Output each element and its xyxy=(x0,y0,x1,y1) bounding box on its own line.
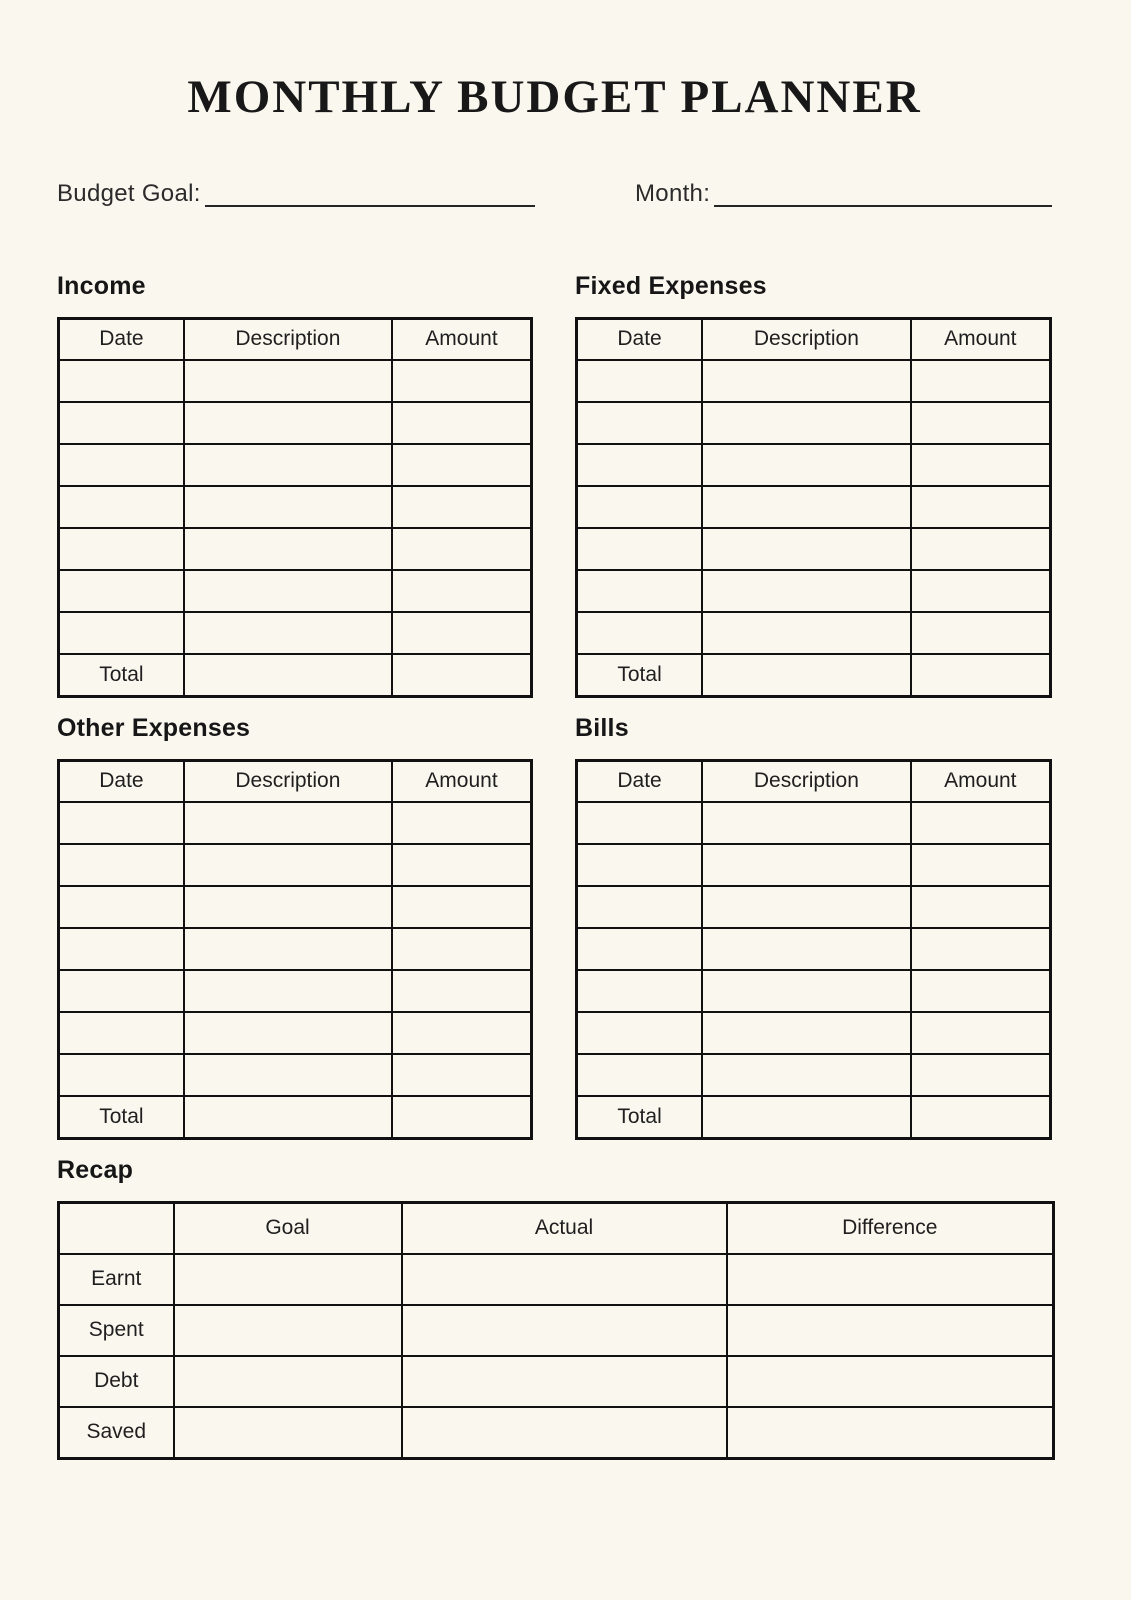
recap-row-earnt xyxy=(59,1254,1054,1305)
date-cell[interactable] xyxy=(59,444,184,486)
table-row xyxy=(577,360,1051,402)
date-cell[interactable] xyxy=(59,570,184,612)
difference-cell[interactable] xyxy=(727,1305,1054,1356)
amount-cell[interactable] xyxy=(911,612,1051,654)
date-cell[interactable] xyxy=(577,844,703,886)
page-title: MONTHLY BUDGET PLANNER xyxy=(187,71,922,123)
description-cell[interactable] xyxy=(184,886,392,928)
month-field xyxy=(635,180,1052,208)
col-header-date: Date xyxy=(59,318,184,360)
date-cell[interactable] xyxy=(59,360,184,402)
recap-row-spent xyxy=(59,1305,1054,1356)
date-cell[interactable] xyxy=(59,402,184,444)
month-input-line[interactable] xyxy=(714,203,1052,207)
description-cell[interactable] xyxy=(184,528,392,570)
section-title-recap: Recap xyxy=(57,1155,134,1184)
income-table xyxy=(57,317,533,698)
table-row xyxy=(59,486,532,528)
description-cell[interactable] xyxy=(702,444,911,486)
total-label: Total xyxy=(59,654,184,697)
date-cell[interactable] xyxy=(59,802,184,844)
recap-table xyxy=(57,1201,1055,1460)
amount-cell[interactable] xyxy=(911,802,1051,844)
total-description-cell[interactable] xyxy=(702,1096,911,1139)
recap-row-label: Earnt xyxy=(59,1254,174,1305)
date-cell[interactable] xyxy=(577,1012,703,1054)
total-row xyxy=(59,654,532,697)
recap-row-saved xyxy=(59,1407,1054,1459)
amount-cell[interactable] xyxy=(911,444,1051,486)
amount-cell[interactable] xyxy=(911,970,1051,1012)
description-cell[interactable] xyxy=(184,928,392,970)
tables-grid xyxy=(57,272,1052,1140)
date-cell[interactable] xyxy=(577,486,703,528)
table-row xyxy=(59,570,532,612)
col-header-description: Description xyxy=(702,318,911,360)
total-amount-cell[interactable] xyxy=(392,1096,532,1139)
total-row xyxy=(59,1096,532,1139)
amount-cell[interactable] xyxy=(911,844,1051,886)
description-cell[interactable] xyxy=(184,1054,392,1096)
goal-cell[interactable] xyxy=(174,1407,402,1459)
description-cell[interactable] xyxy=(184,612,392,654)
table-row xyxy=(59,360,532,402)
date-cell[interactable] xyxy=(577,970,703,1012)
date-cell[interactable] xyxy=(59,928,184,970)
description-cell[interactable] xyxy=(184,360,392,402)
table-row xyxy=(577,1012,1051,1054)
amount-cell[interactable] xyxy=(392,928,532,970)
table-row xyxy=(577,612,1051,654)
description-cell[interactable] xyxy=(702,886,911,928)
total-amount-cell[interactable] xyxy=(392,654,532,697)
col-header-description: Description xyxy=(184,318,392,360)
recap-row-label: Spent xyxy=(59,1305,174,1356)
date-cell[interactable] xyxy=(577,612,703,654)
difference-cell[interactable] xyxy=(727,1254,1054,1305)
table-row xyxy=(59,802,532,844)
section-title-fixed-expenses: Fixed Expenses xyxy=(575,271,767,300)
date-cell[interactable] xyxy=(577,570,703,612)
date-cell[interactable] xyxy=(59,1012,184,1054)
description-cell[interactable] xyxy=(702,612,911,654)
date-cell[interactable] xyxy=(577,802,703,844)
amount-cell[interactable] xyxy=(392,402,532,444)
col-header-goal: Goal xyxy=(174,1202,402,1254)
description-cell[interactable] xyxy=(702,844,911,886)
section-title-other-expenses: Other Expenses xyxy=(57,713,251,742)
table-row xyxy=(577,844,1051,886)
description-cell[interactable] xyxy=(184,570,392,612)
budget-goal-label: Budget Goal: xyxy=(57,180,201,207)
total-label: Total xyxy=(59,1096,184,1139)
description-cell[interactable] xyxy=(184,802,392,844)
date-cell[interactable] xyxy=(59,1054,184,1096)
date-cell[interactable] xyxy=(59,970,184,1012)
section-title-income: Income xyxy=(57,271,146,300)
col-header-date: Date xyxy=(59,760,184,802)
table-row xyxy=(577,528,1051,570)
amount-cell[interactable] xyxy=(911,360,1051,402)
table-header-row xyxy=(577,318,1051,360)
amount-cell[interactable] xyxy=(392,844,532,886)
table-row xyxy=(577,402,1051,444)
table-row xyxy=(59,1054,532,1096)
amount-cell[interactable] xyxy=(392,802,532,844)
actual-cell[interactable] xyxy=(402,1305,727,1356)
section-fixed-expenses xyxy=(575,272,1052,698)
col-header-difference: Difference xyxy=(727,1202,1054,1254)
amount-cell[interactable] xyxy=(392,970,532,1012)
table-row xyxy=(577,802,1051,844)
table-row xyxy=(59,844,532,886)
recap-row-debt xyxy=(59,1356,1054,1407)
description-cell[interactable] xyxy=(702,802,911,844)
fixed-expenses-table xyxy=(575,317,1052,698)
amount-cell[interactable] xyxy=(392,444,532,486)
description-cell[interactable] xyxy=(702,528,911,570)
section-income xyxy=(57,272,533,698)
date-cell[interactable] xyxy=(59,612,184,654)
amount-cell[interactable] xyxy=(392,360,532,402)
amount-cell[interactable] xyxy=(392,886,532,928)
total-label: Total xyxy=(577,1096,703,1139)
amount-cell[interactable] xyxy=(911,1054,1051,1096)
budget-goal-input-line[interactable] xyxy=(205,203,535,207)
table-row xyxy=(577,886,1051,928)
difference-cell[interactable] xyxy=(727,1407,1054,1459)
description-cell[interactable] xyxy=(184,402,392,444)
recap-header-row xyxy=(59,1202,1054,1254)
amount-cell[interactable] xyxy=(911,402,1051,444)
description-cell[interactable] xyxy=(702,360,911,402)
table-row xyxy=(577,486,1051,528)
recap-row-label: Saved xyxy=(59,1407,174,1459)
table-row xyxy=(577,570,1051,612)
description-cell[interactable] xyxy=(184,444,392,486)
table-header-row xyxy=(577,760,1051,802)
description-cell[interactable] xyxy=(184,844,392,886)
col-header-description: Description xyxy=(184,760,392,802)
goal-cell[interactable] xyxy=(174,1356,402,1407)
date-cell[interactable] xyxy=(577,402,703,444)
amount-cell[interactable] xyxy=(911,570,1051,612)
col-header-amount: Amount xyxy=(911,760,1051,802)
total-description-cell[interactable] xyxy=(184,654,392,697)
table-row xyxy=(59,1012,532,1054)
table-row xyxy=(59,886,532,928)
table-row xyxy=(59,928,532,970)
date-cell[interactable] xyxy=(577,928,703,970)
col-header-date: Date xyxy=(577,318,703,360)
total-amount-cell[interactable] xyxy=(911,654,1051,697)
table-header-row xyxy=(59,318,532,360)
table-row xyxy=(59,970,532,1012)
date-cell[interactable] xyxy=(577,444,703,486)
section-bills xyxy=(575,714,1052,1140)
amount-cell[interactable] xyxy=(392,486,532,528)
actual-cell[interactable] xyxy=(402,1407,727,1459)
date-cell[interactable] xyxy=(577,528,703,570)
total-row xyxy=(577,654,1051,697)
date-cell[interactable] xyxy=(59,528,184,570)
description-cell[interactable] xyxy=(702,486,911,528)
table-row xyxy=(577,970,1051,1012)
section-recap xyxy=(57,1156,1052,1460)
actual-cell[interactable] xyxy=(402,1254,727,1305)
recap-corner-cell xyxy=(59,1202,174,1254)
description-cell[interactable] xyxy=(184,970,392,1012)
table-row xyxy=(577,928,1051,970)
difference-cell[interactable] xyxy=(727,1356,1054,1407)
amount-cell[interactable] xyxy=(392,528,532,570)
date-cell[interactable] xyxy=(577,1054,703,1096)
col-header-description: Description xyxy=(702,760,911,802)
total-description-cell[interactable] xyxy=(184,1096,392,1139)
bills-table xyxy=(575,759,1052,1140)
description-cell[interactable] xyxy=(184,1012,392,1054)
amount-cell[interactable] xyxy=(911,528,1051,570)
date-cell[interactable] xyxy=(59,886,184,928)
section-title-bills: Bills xyxy=(575,713,629,742)
amount-cell[interactable] xyxy=(392,1012,532,1054)
date-cell[interactable] xyxy=(59,486,184,528)
goal-cell[interactable] xyxy=(174,1305,402,1356)
table-row xyxy=(59,612,532,654)
month-label: Month: xyxy=(635,180,711,207)
amount-cell[interactable] xyxy=(911,886,1051,928)
table-row xyxy=(577,1054,1051,1096)
description-cell[interactable] xyxy=(702,970,911,1012)
col-header-amount: Amount xyxy=(392,318,532,360)
description-cell[interactable] xyxy=(702,1012,911,1054)
amount-cell[interactable] xyxy=(392,612,532,654)
other-expenses-table xyxy=(57,759,533,1140)
section-other-expenses xyxy=(57,714,533,1140)
description-cell[interactable] xyxy=(702,402,911,444)
col-header-amount: Amount xyxy=(911,318,1051,360)
date-cell[interactable] xyxy=(59,844,184,886)
description-cell[interactable] xyxy=(702,928,911,970)
table-header-row xyxy=(59,760,532,802)
table-row xyxy=(59,444,532,486)
col-header-amount: Amount xyxy=(392,760,532,802)
date-cell[interactable] xyxy=(577,886,703,928)
actual-cell[interactable] xyxy=(402,1356,727,1407)
table-row xyxy=(577,444,1051,486)
budget-goal-field xyxy=(57,180,535,208)
amount-cell[interactable] xyxy=(392,570,532,612)
amount-cell[interactable] xyxy=(911,486,1051,528)
description-cell[interactable] xyxy=(702,1054,911,1096)
amount-cell[interactable] xyxy=(392,1054,532,1096)
description-cell[interactable] xyxy=(184,486,392,528)
description-cell[interactable] xyxy=(702,570,911,612)
table-row xyxy=(59,402,532,444)
date-cell[interactable] xyxy=(577,360,703,402)
total-amount-cell[interactable] xyxy=(911,1096,1051,1139)
total-description-cell[interactable] xyxy=(702,654,911,697)
amount-cell[interactable] xyxy=(911,1012,1051,1054)
header-fields xyxy=(57,180,1052,208)
amount-cell[interactable] xyxy=(911,928,1051,970)
table-row xyxy=(59,528,532,570)
total-label: Total xyxy=(577,654,703,697)
col-header-actual: Actual xyxy=(402,1202,727,1254)
col-header-date: Date xyxy=(577,760,703,802)
total-row xyxy=(577,1096,1051,1139)
goal-cell[interactable] xyxy=(174,1254,402,1305)
recap-row-label: Debt xyxy=(59,1356,174,1407)
